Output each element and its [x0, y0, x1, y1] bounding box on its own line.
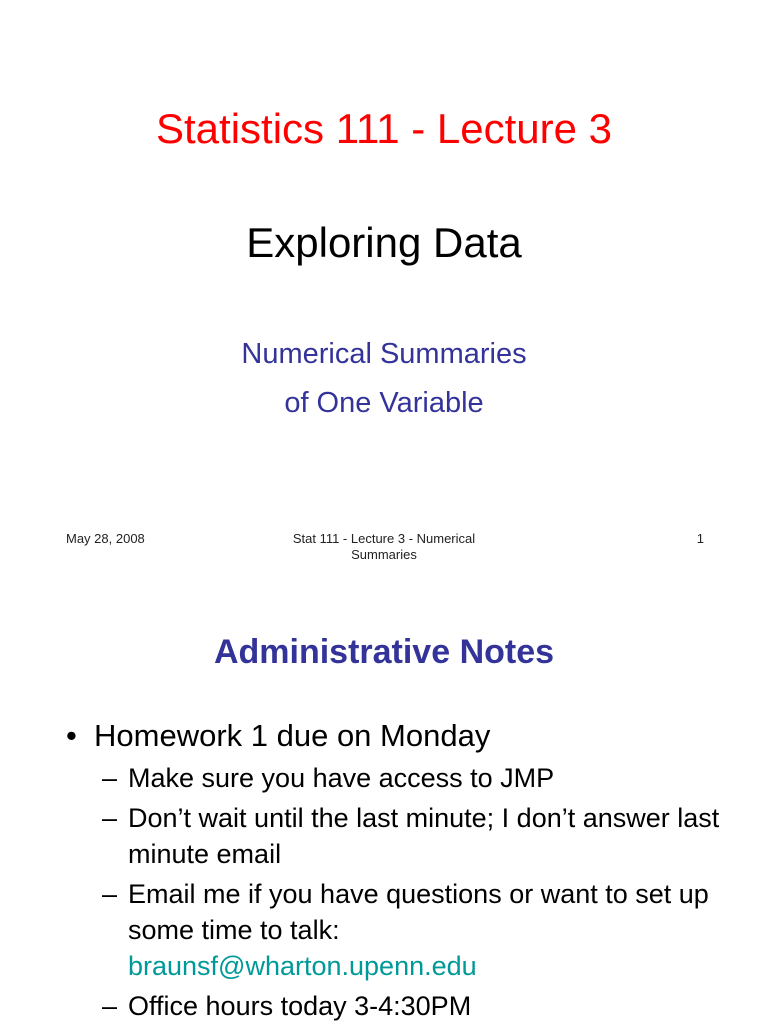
bullet-text: Homework 1 due on Monday	[94, 718, 491, 753]
dash-mark: –	[102, 879, 118, 909]
sub-item-text: Office hours today 3-4:30PM	[128, 991, 472, 1021]
bullet-item	[0, 716, 768, 756]
bullet-list	[0, 716, 768, 1024]
topic-block	[0, 330, 768, 428]
footer-caption	[234, 531, 534, 563]
footer-date: May 28, 2008	[66, 531, 145, 546]
email-link[interactable]: braunsf@wharton.upenn.edu	[128, 951, 477, 981]
sub-item	[0, 800, 768, 872]
sub-item-text: Email me if you have questions or want to set up some time to talk:	[128, 879, 709, 945]
slide-title: Administrative Notes	[213, 633, 555, 671]
sub-item	[0, 988, 768, 1024]
slide-title: Statistics 111 - Lecture 3	[156, 105, 612, 152]
dash-mark: –	[102, 763, 118, 793]
topic-line-2: of One Variable	[284, 387, 484, 419]
dash-mark: –	[102, 991, 118, 1021]
sub-item	[0, 876, 768, 984]
footer-page-number: 1	[696, 531, 704, 546]
slide-subtitle: Exploring Data	[246, 219, 522, 266]
footer-caption-line-1: Stat 111 - Lecture 3 - Numerical	[292, 531, 476, 546]
slide-2	[0, 576, 768, 1024]
sub-item-text: Make sure you have access to JMP	[128, 763, 555, 793]
sub-item-text: Don’t wait until the last minute; I don’t answer last minute email	[128, 803, 720, 869]
bullet-mark: •	[66, 718, 77, 753]
topic-line-1: Numerical Summaries	[241, 338, 527, 370]
sub-item	[0, 760, 768, 796]
footer-caption-line-2: Summaries	[351, 547, 417, 562]
dash-mark: –	[102, 803, 118, 833]
